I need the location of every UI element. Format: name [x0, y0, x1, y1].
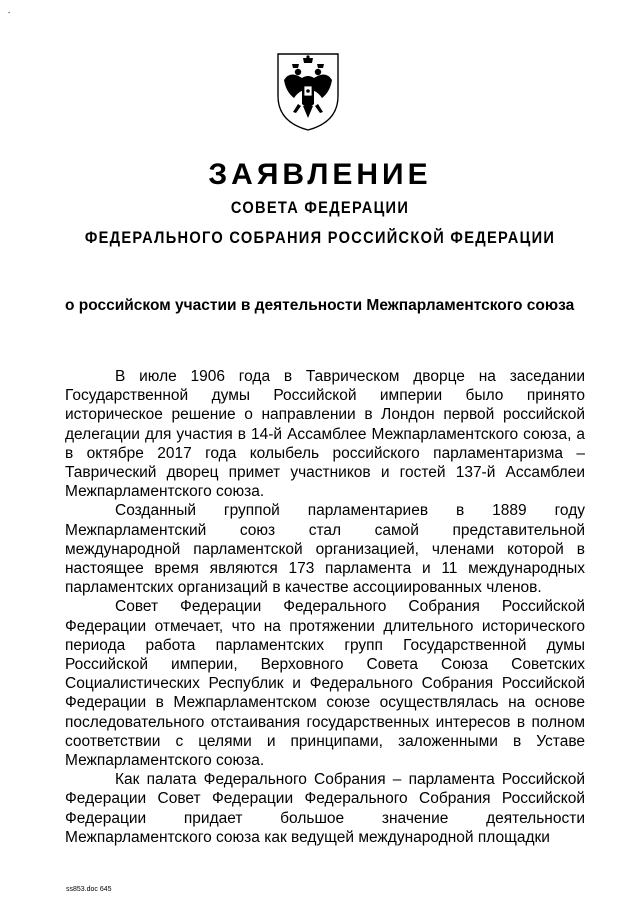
- paragraph: В июле 1906 года в Таврическом дворце на заседании Государственной думы Российской империи было принято историческое решение о направлении в Лондон первой российской делегации для участия в 14-й Ассамблее Межпарламентского союза, а в октябре 2017 года колыбель российского парламентаризма – Таврический дворец примет участников и гостей 137-й Ассамблеи Межпарламентского союза.: [65, 368, 585, 501]
- document-subject: о российском участии в деятельности Межпарламентского союза: [65, 297, 575, 314]
- state-emblem-icon: [272, 48, 344, 132]
- document-body: [65, 367, 585, 847]
- document-code: ss853.doc 645: [66, 886, 112, 893]
- document-title: ЗАЯВЛЕНИЕ: [208, 158, 432, 191]
- issuer-line-2: ФЕДЕРАЛЬНОГО СОБРАНИЯ РОССИЙСКОЙ ФЕДЕРАЦИИ: [84, 228, 556, 247]
- paragraph: Как палата Федерального Собрания – парламента Российской Федерации Совет Федерации Федерального Собрания Российской Федерации придает большое значение деятельности Межпарламентского союза как ведущей международной площадки: [65, 771, 585, 846]
- corner-mark: -: [8, 10, 11, 17]
- paragraph: Совет Федерации Федерального Собрания Российской Федерации отмечает, что на протяжении длительного исторического периода работа парламентских групп Государственной думы Российской империи, Верховного Совета Союза Советских Социалистических Республик и Федерального Собрания Российской Федерации в Межпарламентском союзе осуществлялась на основе последовательного отстаивания государственных интересов в полном соответствии с целями и принципами, заложенными в Уставе Межпарламентского союза.: [65, 598, 585, 770]
- issuer-line-1: СОВЕТА ФЕДЕРАЦИИ: [230, 198, 410, 217]
- paragraph: Созданный группой парламентариев в 1889 году Межпарламентский союз стал самой представительной международной парламентской организацией, членами которой в настоящее время являются 173 парламента и 11 международных парламентских организаций в качестве ассоциированных членов.: [65, 502, 585, 597]
